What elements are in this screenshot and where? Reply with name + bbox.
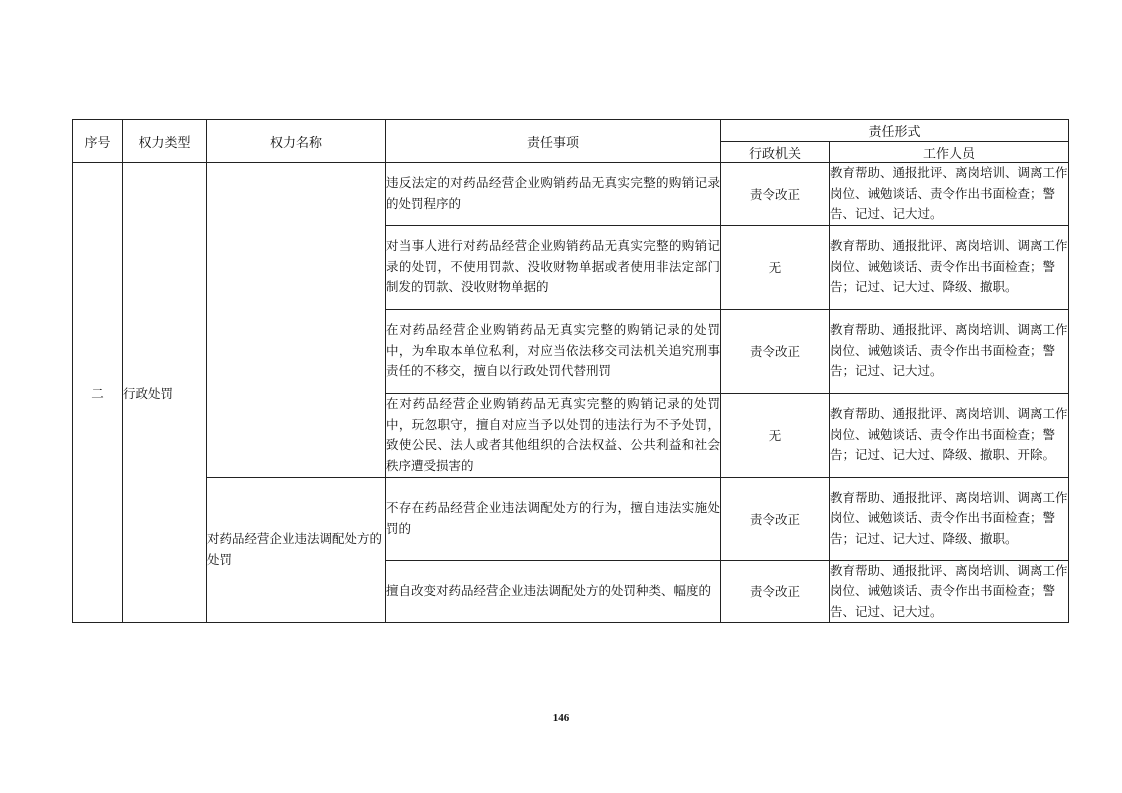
- header-staff: 工作人员: [830, 142, 1069, 163]
- responsibility-item: 擅自改变对药品经营企业违法调配处方的处罚种类、幅度的: [386, 560, 721, 623]
- page-number: 146: [552, 712, 570, 724]
- header-responsibility: 责任事项: [386, 120, 721, 163]
- admin-org-cell: 责令改正: [721, 560, 830, 623]
- admin-org-cell: 责令改正: [721, 163, 830, 226]
- responsibility-item: 不存在药品经营企业违法调配处方的行为，擅自违法实施处罚的: [386, 477, 721, 560]
- staff-cell: 教育帮助、通报批评、离岗培训、调离工作岗位、诫勉谈话、责令作出书面检查；警告、记过、记大过。: [830, 163, 1069, 226]
- header-row-1: [73, 120, 1069, 142]
- admin-org-cell: 无: [721, 393, 830, 477]
- staff-cell: 教育帮助、通报批评、离岗培训、调离工作岗位、诫勉谈话、责令作出书面检查；警告、记过、记大过。: [830, 560, 1069, 623]
- admin-org-cell: 责令改正: [721, 477, 830, 560]
- responsibility-item: 违反法定的对药品经营企业购销药品无真实完整的购销记录的处罚程序的: [386, 163, 721, 226]
- responsibility-item: 对当事人进行对药品经营企业购销药品无真实完整的购销记录的处罚，不使用罚款、没收财物单据或者使用非法定部门制发的罚款、没收财物单据的: [386, 225, 721, 309]
- header-admin-org: 行政机关: [721, 142, 830, 163]
- responsibility-item: 在对药品经营企业购销药品无真实完整的购销记录的处罚中，为牟取本单位私利，对应当依法移交司法机关追究刑事责任的不移交，擅自以行政处罚代替刑罚: [386, 309, 721, 393]
- staff-cell: 教育帮助、通报批评、离岗培训、调离工作岗位、诫勉谈话、责令作出书面检查；警告；记过、记大过、降级、撤职。: [830, 225, 1069, 309]
- power-type-cell: 行政处罚: [123, 163, 207, 623]
- header-power-type: 权力类型: [123, 120, 207, 163]
- staff-cell: 教育帮助、通报批评、离岗培训、调离工作岗位、诫勉谈话、责令作出书面检查；警告；记过、记大过。: [830, 309, 1069, 393]
- power-name-cell-empty: [207, 163, 386, 478]
- responsibility-table: [72, 119, 1069, 623]
- admin-org-cell: 责令改正: [721, 309, 830, 393]
- power-name-cell: 对药品经营企业违法调配处方的处罚: [207, 477, 386, 623]
- header-seq: 序号: [73, 120, 123, 163]
- seq-cell: 二: [73, 163, 123, 623]
- staff-cell: 教育帮助、通报批评、离岗培训、调离工作岗位、诫勉谈话、责令作出书面检查；警告；记过、记大过、降级、撤职、开除。: [830, 393, 1069, 477]
- staff-cell: 教育帮助、通报批评、离岗培训、调离工作岗位、诫勉谈话、责令作出书面检查；警告；记过、记大过、降级、撤职。: [830, 477, 1069, 560]
- header-power-name: 权力名称: [207, 120, 386, 163]
- table-row: [73, 163, 1069, 226]
- table-row: [73, 477, 1069, 560]
- responsibility-item: 在对药品经营企业购销药品无真实完整的购销记录的处罚中，玩忽职守，擅自对应当予以处罚的违法行为不予处罚，致使公民、法人或者其他组织的合法权益、公共利益和社会秩序遭受损害的: [386, 393, 721, 477]
- header-responsibility-form: 责任形式: [721, 120, 1069, 142]
- admin-org-cell: 无: [721, 225, 830, 309]
